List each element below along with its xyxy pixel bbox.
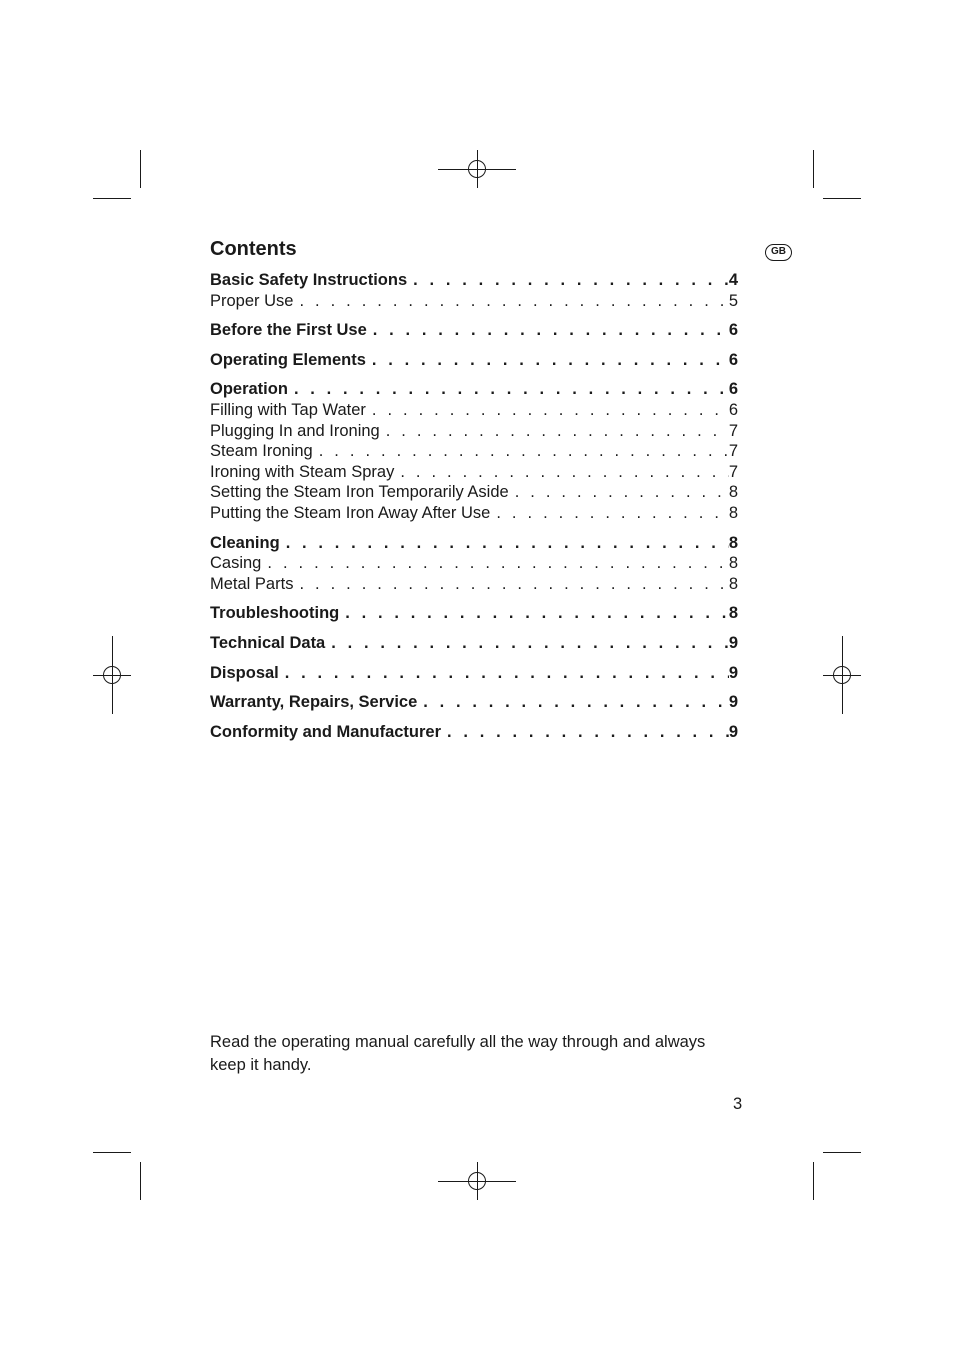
toc-entry-page: 7 [728, 462, 738, 481]
toc-entry-page: 8 [728, 503, 738, 522]
toc-dot-leader [515, 483, 729, 502]
toc-entry-page: 9 [728, 633, 738, 652]
language-badge: GB [765, 244, 792, 261]
toc-entry-label: Proper Use [210, 291, 294, 310]
toc-entry-main[interactable] [210, 534, 738, 555]
toc-entry-page: 6 [728, 321, 738, 340]
crop-mark-top-right-horizontal [823, 198, 861, 199]
crop-mark-bottom-left-vertical [140, 1162, 141, 1200]
toc-section [210, 664, 738, 685]
toc-entry-page: 8 [728, 604, 738, 623]
toc-dot-leader [496, 504, 728, 523]
table-of-contents [210, 271, 738, 752]
toc-entry-page: 5 [728, 291, 738, 310]
toc-section [210, 271, 738, 312]
toc-entry-label: Plugging In and Ironing [210, 421, 380, 440]
reading-note: Read the operating manual carefully all the way through and always keep it handy. [210, 1033, 706, 1074]
toc-dot-leader [285, 664, 729, 683]
toc-entry-page: 8 [728, 533, 738, 552]
toc-entry-label: Before the First Use [210, 321, 367, 340]
toc-dot-leader [331, 634, 729, 653]
toc-section [210, 534, 738, 596]
toc-entry-page: 9 [728, 663, 738, 682]
toc-section [210, 380, 738, 524]
toc-dot-leader [286, 534, 729, 553]
toc-entry-label: Metal Parts [210, 574, 294, 593]
page-title: Contents [210, 238, 297, 260]
crop-mark-top-left-horizontal [93, 198, 131, 199]
toc-section [210, 693, 738, 714]
toc-entry-page: 8 [728, 554, 738, 573]
toc-dot-leader [413, 271, 729, 290]
toc-entry-label: Technical Data [210, 633, 326, 652]
toc-entry-label: Casing [210, 554, 262, 573]
registration-mark-left [93, 636, 131, 714]
toc-dot-leader [400, 463, 728, 482]
toc-entry-page: 7 [728, 442, 738, 461]
toc-entry-sub[interactable] [210, 504, 738, 525]
toc-entry-label: Basic Safety Instructions [210, 271, 408, 289]
toc-dot-leader [373, 321, 729, 340]
toc-dot-leader [372, 351, 729, 370]
toc-entry-label: Troubleshooting [210, 604, 340, 623]
crop-mark-top-left-vertical [140, 150, 141, 188]
toc-entry-sub[interactable] [210, 422, 738, 443]
toc-section [210, 321, 738, 342]
toc-entry-sub[interactable] [210, 442, 738, 463]
toc-entry-sub[interactable] [210, 554, 738, 575]
toc-dot-leader [423, 693, 729, 712]
toc-entry-main[interactable] [210, 634, 738, 655]
crop-mark-top-right-vertical [813, 150, 814, 188]
toc-entry-sub[interactable] [210, 483, 738, 504]
toc-entry-label: Ironing with Steam Spray [210, 462, 395, 481]
toc-entry-main[interactable] [210, 693, 738, 714]
toc-entry-label: Steam Ironing [210, 442, 313, 461]
toc-section [210, 723, 738, 744]
toc-entry-sub[interactable] [210, 575, 738, 596]
toc-dot-leader [299, 575, 728, 594]
registration-mark-bottom [438, 1162, 516, 1200]
toc-entry-main[interactable] [210, 604, 738, 625]
toc-section [210, 604, 738, 625]
toc-section [210, 634, 738, 655]
toc-entry-main[interactable] [210, 380, 738, 401]
toc-entry-main[interactable] [210, 271, 738, 292]
crop-mark-bottom-left-horizontal [93, 1152, 131, 1153]
toc-entry-main[interactable] [210, 664, 738, 685]
toc-dot-leader [299, 292, 728, 311]
toc-entry-label: Operation [210, 380, 288, 399]
toc-entry-label: Setting the Steam Iron Temporarily Aside [210, 483, 509, 502]
toc-entry-page: 9 [728, 693, 738, 712]
toc-entry-sub[interactable] [210, 401, 738, 422]
registration-mark-right [823, 636, 861, 714]
crop-mark-bottom-right-horizontal [823, 1152, 861, 1153]
toc-entry-label: Putting the Steam Iron Away After Use [210, 503, 491, 522]
toc-dot-leader [294, 380, 729, 399]
toc-entry-label: Warranty, Repairs, Service [210, 693, 418, 712]
page-number: 3 [733, 1095, 743, 1113]
toc-entry-page: 6 [728, 400, 738, 419]
toc-entry-sub[interactable] [210, 463, 738, 484]
toc-entry-label: Cleaning [210, 533, 280, 552]
toc-entry-page: 9 [728, 722, 738, 741]
toc-entry-label: Filling with Tap Water [210, 400, 366, 419]
toc-entry-page: 8 [728, 574, 738, 593]
toc-entry-sub[interactable] [210, 292, 738, 313]
toc-entry-page: 8 [728, 483, 738, 502]
toc-section [210, 351, 738, 372]
toc-dot-leader [386, 422, 729, 441]
toc-dot-leader [447, 723, 729, 742]
toc-entry-label: Disposal [210, 663, 279, 682]
toc-entry-label: Operating Elements [210, 350, 366, 369]
toc-entry-main[interactable] [210, 321, 738, 342]
toc-entry-page: 4 [728, 271, 738, 289]
toc-entry-page: 7 [728, 421, 738, 440]
toc-dot-leader [372, 401, 729, 420]
toc-entry-main[interactable] [210, 351, 738, 372]
registration-mark-top [438, 150, 516, 188]
toc-entry-label: Conformity and Manufacturer [210, 722, 442, 741]
toc-entry-page: 6 [728, 380, 738, 399]
toc-entry-page: 6 [728, 350, 738, 369]
toc-dot-leader [319, 442, 729, 461]
toc-entry-main[interactable] [210, 723, 738, 744]
toc-dot-leader [267, 554, 728, 573]
crop-mark-bottom-right-vertical [813, 1162, 814, 1200]
toc-dot-leader [345, 604, 729, 623]
